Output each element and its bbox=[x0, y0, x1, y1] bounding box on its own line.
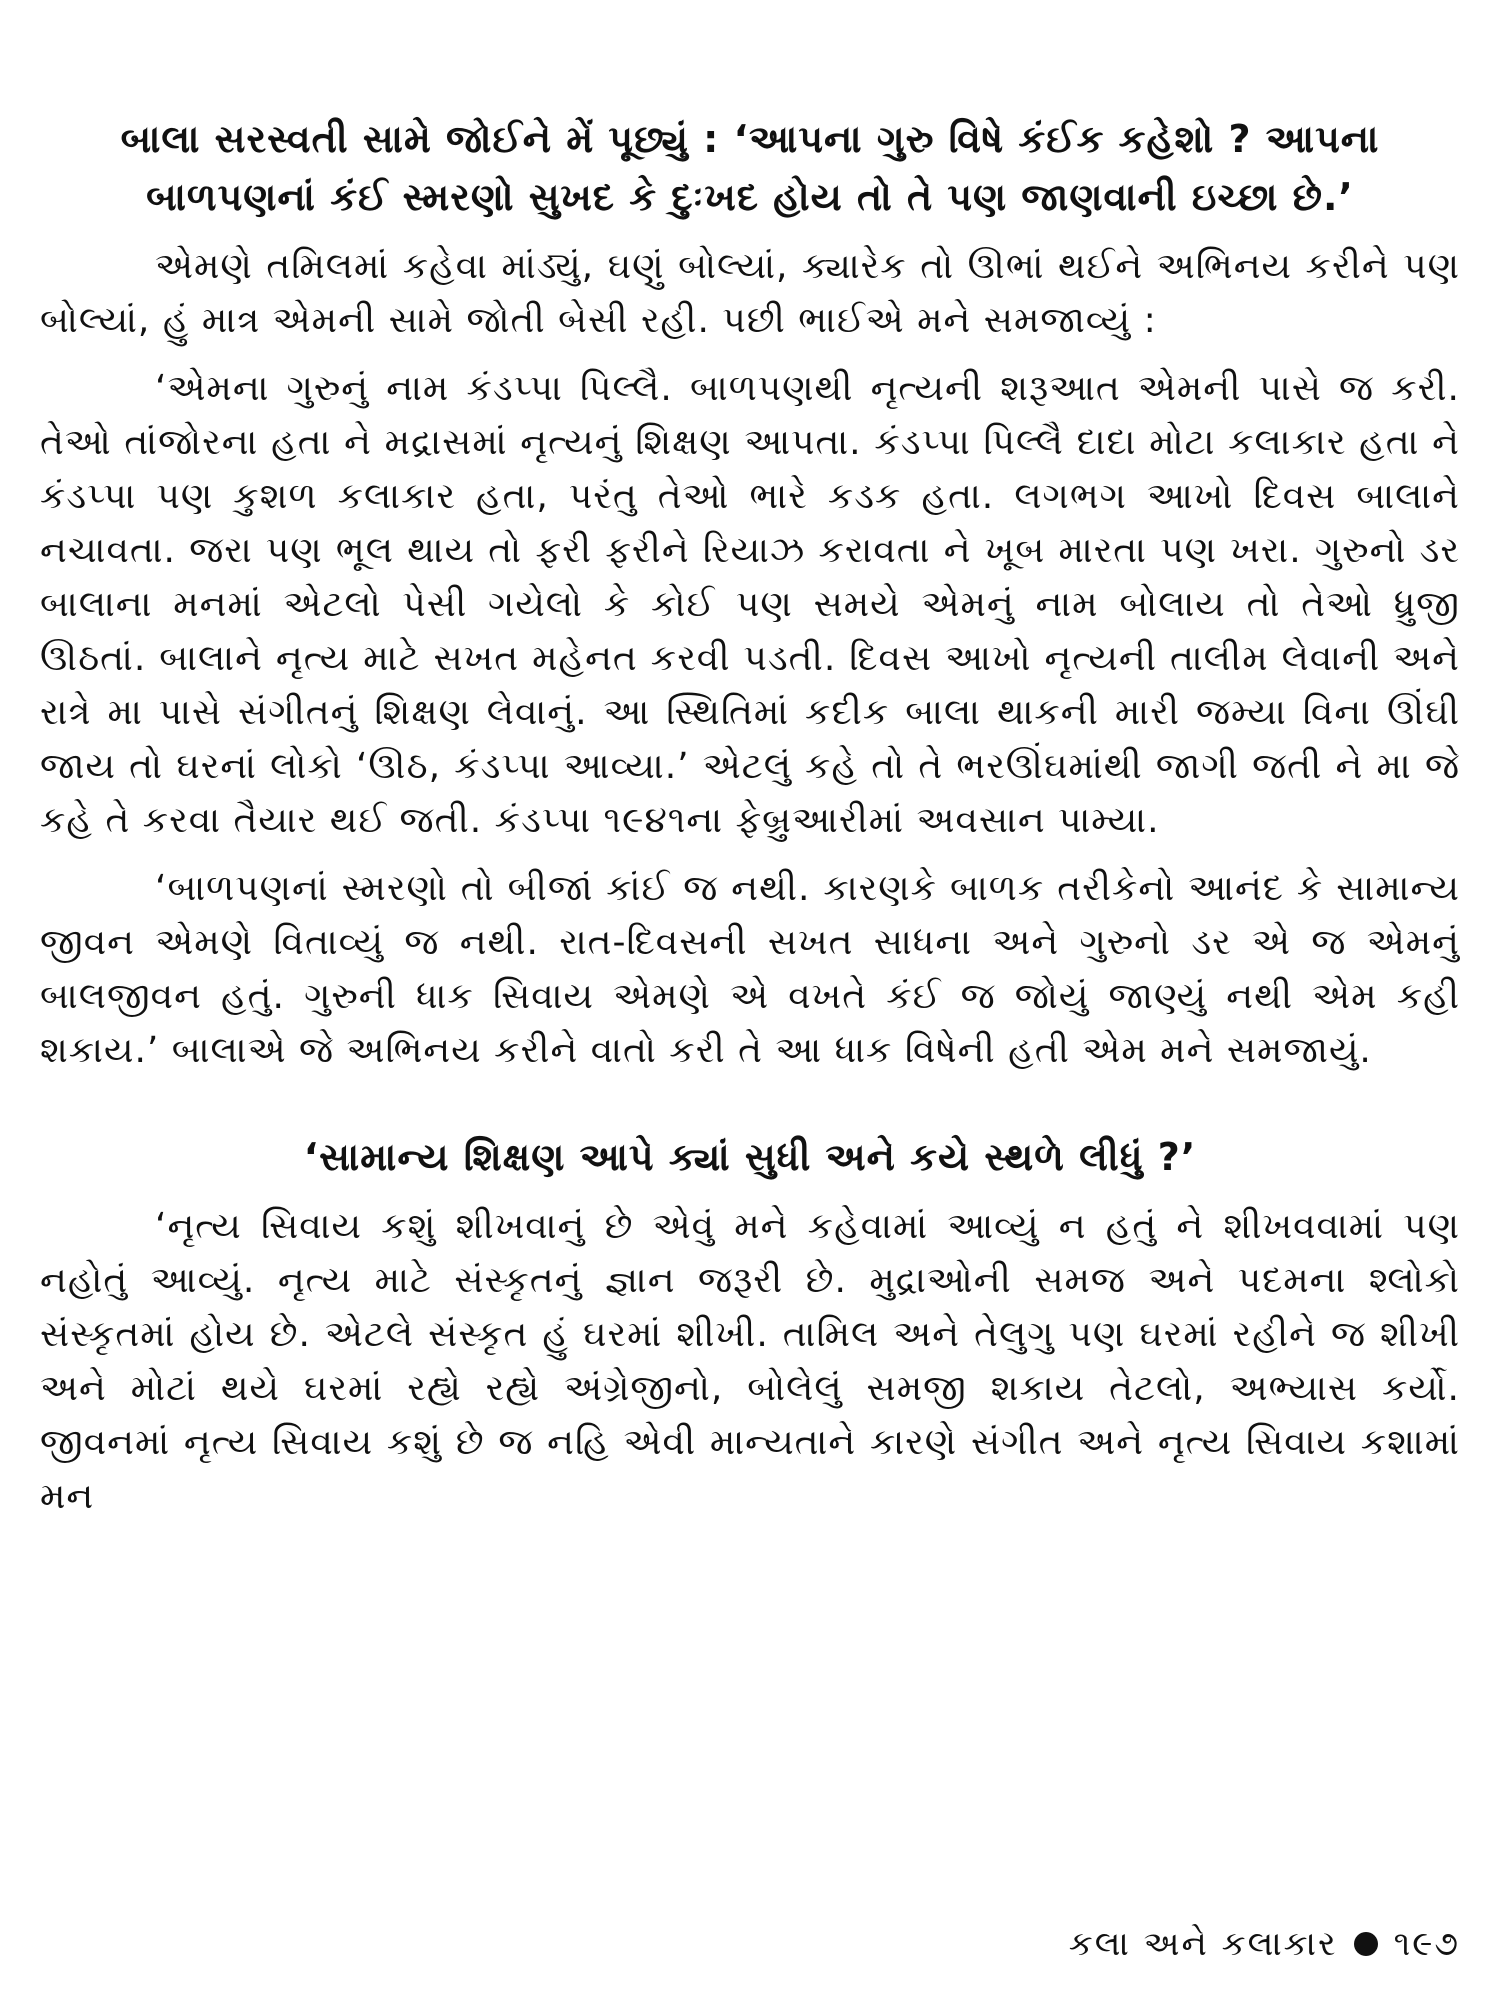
paragraph-4: ‘નૃત્ય સિવાય કશું શીખવાનું છે એવું મને કહેવામાં આવ્યું ન હતું ને શીખવવામાં પણ નહોતું આવ્યું. નૃત્ય માટે સંસ્કૃતનું જ્ઞાન જરૂરી છે. મુદ્રાઓની સમજ અને પદમના શ્લોકો સંસ્કૃતમાં હોય છે. એટલે સંસ્કૃત હું ઘરમાં શીખી. તામિલ અને તેલુગુ પણ ઘરમાં રહીને જ શીખી અને મોટાં થયે ઘરમાં રહ્યે રહ્યે અંગ્રેજીનો, બોલેલું સમજી શકાય તેટલો, અભ્યાસ કર્યો. જીવનમાં નૃત્ય સિવાય કશું છે જ નહિ એવી માન્યતાને કારણે સંગીત અને નૃત્ય સિવાય કશામાં મન bbox=[40, 1206, 1460, 1517]
heading-question-1: બાલા સરસ્વતી સામે જોઈને મેં પૂછ્યું : ‘આપના ગુરુ વિષે કંઈક કહેશો ? આપના બાળપણનાં કંઈ સ્મરણો સુખદ કે દુઃખદ હોય તો તે પણ જાણવાની ઇચ્છા છે.’ bbox=[120, 117, 1380, 219]
page-number: ૧૯૭ bbox=[1393, 1924, 1460, 1964]
paragraph-3: ‘બાળપણનાં સ્મરણો તો બીજાં કાંઈ જ નથી. કારણકે બાળક તરીકેનો આનંદ કે સામાન્ય જીવન એમણે વિતાવ્યું જ નથી. રાત-દિવસની સખત સાધના અને ગુરુનો ડર એ જ એમનું બાલજીવન હતું. ગુરુની ધાક સિવાય એમણે એ વખતે કંઈ જ જોયું જાણ્યું નથી એમ કહી શકાય.’ બાલાએ જે અભિનય કરીને વાતો કરી તે આ ધાક વિષેની હતી એમ મને સમજાયું. bbox=[40, 868, 1460, 1071]
paragraph-1: એમણે તમિલમાં કહેવા માંડ્યું, ઘણું બોલ્યાં, ક્યારેક તો ઊભાં થઈને અભિનય કરીને પણ બોલ્યાં, હું માત્ર એમની સામે જોતી બેસી રહી. પછી ભાઈએ મને સમજાવ્યું : bbox=[40, 246, 1460, 341]
book-title: કલા અને કલાકાર bbox=[1068, 1924, 1338, 1964]
page-footer bbox=[1069, 1924, 1460, 1964]
bullet-icon bbox=[1354, 1932, 1378, 1956]
paragraph-2: ‘એમના ગુરુનું નામ કંડપ્પા પિલ્લૈ. બાળપણથી નૃત્યની શરૂઆત એમની પાસે જ કરી. તેઓ તાંજોરના હતા ને મદ્રાસમાં નૃત્યનું શિક્ષણ આપતા. કંડપ્પા પિલ્લૈ દાદા મોટા કલાકાર હતા ને કંડપ્પા પણ કુશળ કલાકાર હતા, પરંતુ તેઓ ભારે કડક હતા. લગભગ આખો દિવસ બાલાને નચાવતા. જરા પણ ભૂલ થાય તો ફરી ફરીને રિયાઝ કરાવતા ને ખૂબ મારતા પણ ખરા. ગુરુનો ડર બાલાના મનમાં એટલો પેસી ગયેલો કે કોઈ પણ સમયે એમનું નામ બોલાય તો તેઓ ધ્રુજી ઊઠતાં. બાલાને નૃત્ય માટે સખત મહેનત કરવી પડતી. દિવસ આખો નૃત્યની તાલીમ લેવાની અને રાત્રે મા પાસે સંગીતનું શિક્ષણ લેવાનું. આ સ્થિતિમાં કદીક બાલા થાકની મારી જમ્યા વિના ઊંઘી જાય તો ઘરનાં લોકો ‘ઊઠ, કંડપ્પા આવ્યા.’ એટલું કહે તો તે ભરઊંઘમાંથી જાગી જતી ને મા જે કહે તે કરવા તૈયાર થઈ જતી. કંડપ્પા ૧૯૪૧ના ફેબ્રુઆરીમાં અવસાન પામ્યા. bbox=[40, 368, 1460, 841]
page-body bbox=[40, 110, 1460, 1524]
heading-question-2: ‘સામાન્ય શિક્ષણ આપે ક્યાં સુધી અને કયે સ્થળે લીધું ?’ bbox=[303, 1135, 1197, 1179]
